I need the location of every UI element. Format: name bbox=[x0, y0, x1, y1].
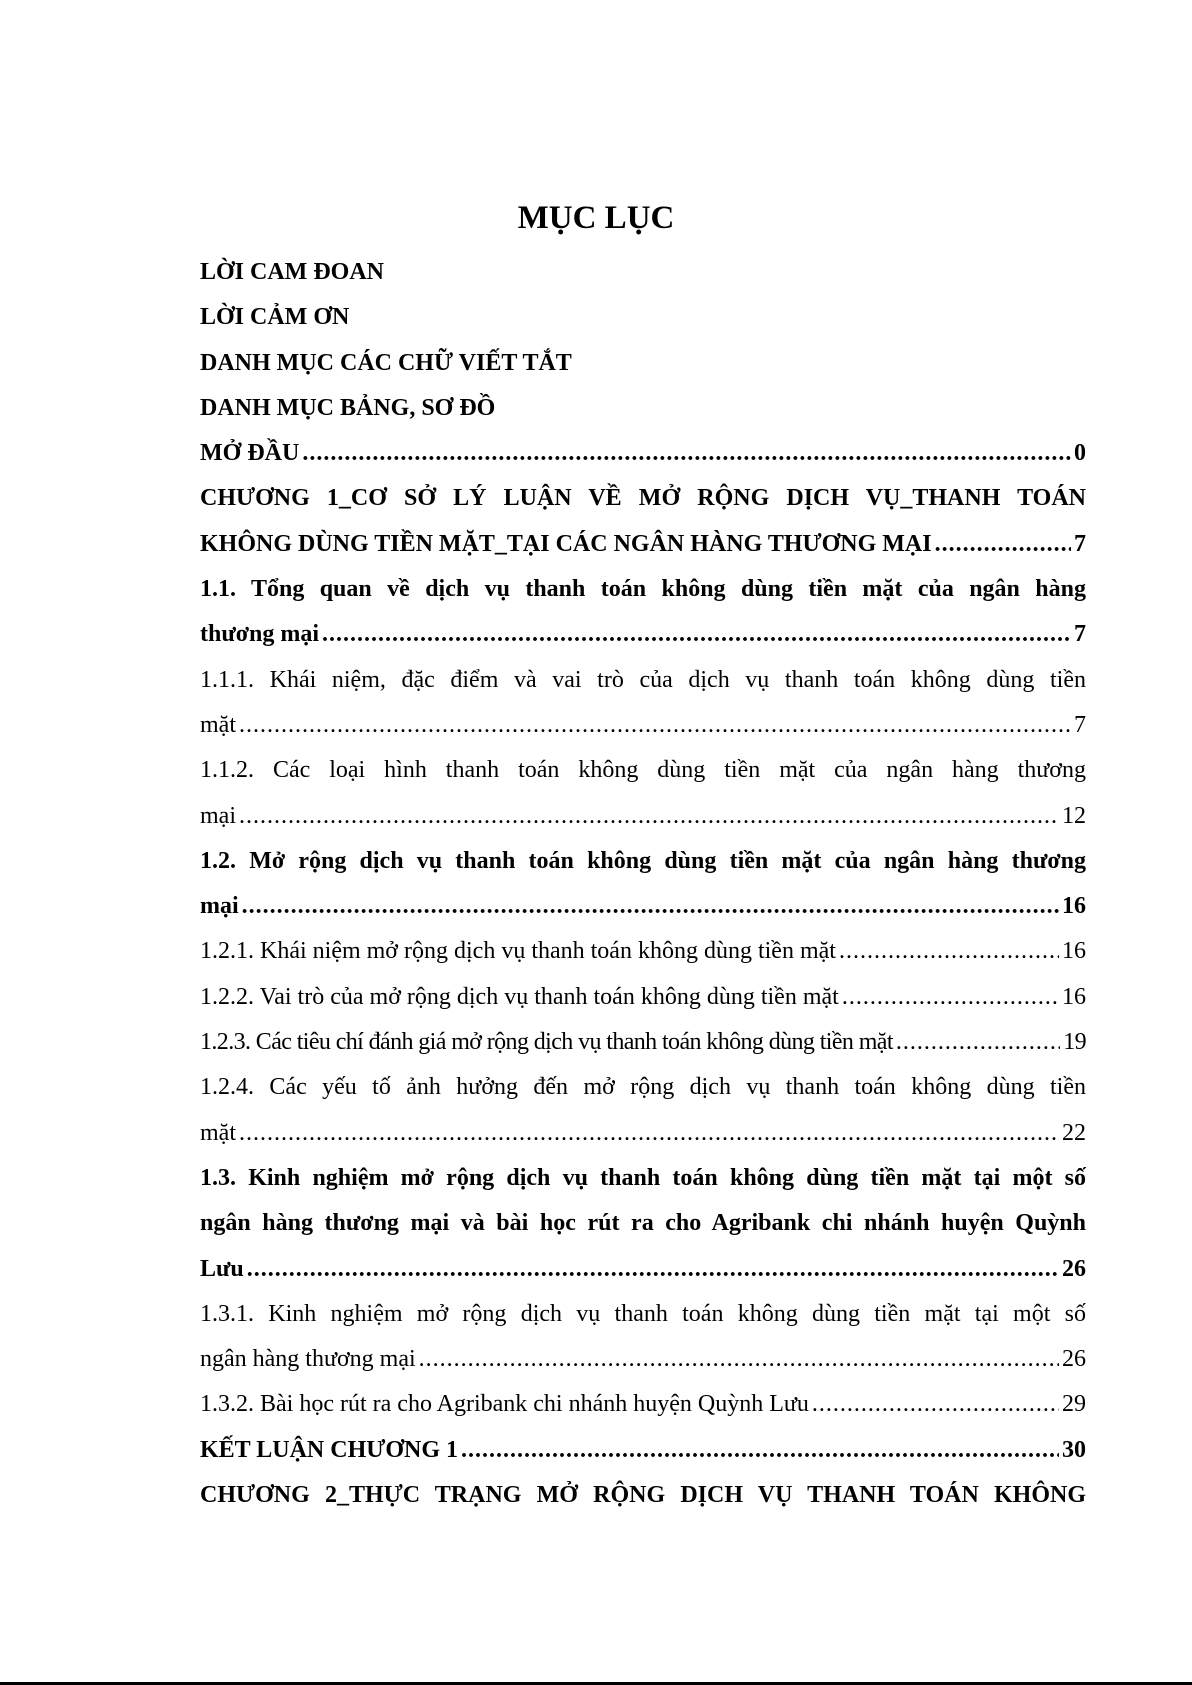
toc-entry-text: thương mại bbox=[200, 621, 320, 648]
toc-entry-chuong-1-line1[interactable]: CHƯƠNG 1_CƠ SỞ LÝ LUẬN VỀ MỞ RỘNG DỊCH VỤ_THANH TOÁN bbox=[200, 485, 1086, 512]
toc-page-number: 7 bbox=[1074, 621, 1086, 648]
table-of-contents bbox=[200, 250, 1086, 1518]
dot-leader bbox=[419, 1337, 1059, 1382]
toc-page-number: 26 bbox=[1062, 1346, 1086, 1373]
toc-entry-1-2-4-line2[interactable] bbox=[200, 1111, 1086, 1156]
toc-entry-1-2-line2[interactable] bbox=[200, 884, 1086, 929]
toc-entry-1-3-line2[interactable]: ngân hàng thương mại và bài học rút ra cho Agribank chi nhánh huyện Quỳnh bbox=[200, 1210, 1086, 1237]
dot-leader bbox=[302, 431, 1071, 476]
toc-entry-chuong-2-line1[interactable]: CHƯƠNG 2_THỰC TRẠNG MỞ RỘNG DỊCH VỤ THANH TOÁN KHÔNG bbox=[200, 1482, 1086, 1509]
dot-leader bbox=[896, 1020, 1060, 1065]
toc-entry-text: mại bbox=[200, 893, 239, 920]
toc-entry-1-3-2[interactable] bbox=[200, 1382, 1086, 1427]
toc-entry-1-1-1-line2[interactable] bbox=[200, 703, 1086, 748]
toc-page-number: 29 bbox=[1062, 1391, 1086, 1418]
dot-leader bbox=[322, 612, 1071, 657]
toc-entry-text: ngân hàng thương mại bbox=[200, 1346, 416, 1373]
dot-leader bbox=[461, 1428, 1059, 1473]
toc-entry-text: 1.2.3. Các tiêu chí đánh giá mở rộng dịch vụ thanh toán không dùng tiền mặt bbox=[200, 1029, 893, 1056]
toc-entry-1-3-1-line1[interactable]: 1.3.1. Kinh nghiệm mở rộng dịch vụ thanh toán không dùng tiền mặt tại một số bbox=[200, 1300, 1086, 1327]
toc-entry-mo-dau[interactable] bbox=[200, 431, 1086, 476]
toc-page-number: 7 bbox=[1074, 711, 1086, 738]
toc-entry-text: Lưu bbox=[200, 1255, 244, 1282]
dot-leader bbox=[842, 975, 1059, 1020]
toc-entry-ket-luan-chuong-1[interactable] bbox=[200, 1428, 1086, 1473]
toc-entry-loi-cam-doan[interactable]: LỜI CAM ĐOAN bbox=[200, 259, 384, 285]
toc-entry-1-3-line3[interactable] bbox=[200, 1247, 1086, 1292]
toc-entry-text: 1.2.2. Vai trò của mở rộng dịch vụ thanh toán không dùng tiền mặt bbox=[200, 983, 839, 1010]
toc-entry-1-1-2-line1[interactable]: 1.1.2. Các loại hình thanh toán không dùng tiền mặt của ngân hàng thương bbox=[200, 757, 1086, 784]
toc-entry-text: mặt bbox=[200, 1119, 236, 1146]
toc-page-number: 0 bbox=[1074, 440, 1086, 467]
toc-entry-1-1-2-line2[interactable] bbox=[200, 794, 1086, 839]
toc-entry-1-2-2[interactable] bbox=[200, 975, 1086, 1020]
toc-page-number: 7 bbox=[1074, 530, 1086, 557]
toc-entry-1-2-3[interactable] bbox=[200, 1020, 1086, 1065]
toc-page-number: 19 bbox=[1063, 1029, 1086, 1056]
toc-entry-text: MỞ ĐẦU bbox=[200, 440, 300, 467]
toc-entry-1-3-line1[interactable]: 1.3. Kinh nghiệm mở rộng dịch vụ thanh toán không dùng tiền mặt tại một số bbox=[200, 1164, 1086, 1191]
toc-entry-text: mặt bbox=[200, 711, 236, 738]
toc-page-number: 16 bbox=[1062, 938, 1086, 965]
toc-entry-text: mại bbox=[200, 802, 236, 829]
toc-page-number: 12 bbox=[1062, 802, 1086, 829]
toc-entry-text: KHÔNG DÙNG TIỀN MẶT_TẠI CÁC NGÂN HÀNG THƯƠNG MẠI bbox=[200, 530, 932, 557]
toc-entry-1-2-4-line1[interactable]: 1.2.4. Các yếu tố ảnh hưởng đến mở rộng dịch vụ thanh toán không dùng tiền bbox=[200, 1074, 1086, 1101]
toc-entry-text: KẾT LUẬN CHƯƠNG 1 bbox=[200, 1436, 459, 1463]
toc-entry-loi-cam-on[interactable]: LỜI CẢM ƠN bbox=[200, 304, 350, 331]
dot-leader bbox=[812, 1382, 1059, 1427]
toc-page-number: 30 bbox=[1062, 1436, 1086, 1463]
toc-page-number: 22 bbox=[1062, 1119, 1086, 1146]
toc-page-number: 26 bbox=[1062, 1255, 1086, 1282]
toc-entry-text: 1.3.2. Bài học rút ra cho Agribank chi nhánh huyện Quỳnh Lưu bbox=[200, 1391, 809, 1418]
toc-entry-1-1-line2[interactable] bbox=[200, 612, 1086, 657]
toc-entry-1-1-line1[interactable]: 1.1. Tổng quan về dịch vụ thanh toán không dùng tiền mặt của ngân hàng bbox=[200, 576, 1086, 603]
toc-page-number: 16 bbox=[1062, 983, 1086, 1010]
dot-leader bbox=[839, 929, 1059, 974]
toc-entry-1-1-1-line1[interactable]: 1.1.1. Khái niệm, đặc điểm và vai trò của dịch vụ thanh toán không dùng tiền bbox=[200, 666, 1086, 693]
dot-leader bbox=[242, 884, 1059, 929]
toc-page-number: 16 bbox=[1062, 893, 1086, 920]
dot-leader bbox=[239, 703, 1071, 748]
dot-leader bbox=[247, 1247, 1059, 1292]
page-title: MỤC LỤC bbox=[517, 200, 675, 236]
dot-leader bbox=[239, 794, 1059, 839]
toc-entry-1-2-line1[interactable]: 1.2. Mở rộng dịch vụ thanh toán không dùng tiền mặt của ngân hàng thương bbox=[200, 847, 1086, 874]
toc-entry-danh-muc-chu-viet-tat[interactable]: DANH MỤC CÁC CHỮ VIẾT TẮT bbox=[200, 349, 572, 376]
dot-leader bbox=[239, 1111, 1059, 1156]
toc-entry-danh-muc-bang-so-do[interactable]: DANH MỤC BẢNG, SƠ ĐỒ bbox=[200, 394, 496, 421]
toc-entry-1-3-1-line2[interactable] bbox=[200, 1337, 1086, 1382]
toc-entry-1-2-1[interactable] bbox=[200, 929, 1086, 974]
toc-entry-chuong-1-line2[interactable] bbox=[200, 522, 1086, 567]
toc-entry-text: 1.2.1. Khái niệm mở rộng dịch vụ thanh toán không dùng tiền mặt bbox=[200, 938, 836, 965]
dot-leader bbox=[935, 522, 1071, 567]
